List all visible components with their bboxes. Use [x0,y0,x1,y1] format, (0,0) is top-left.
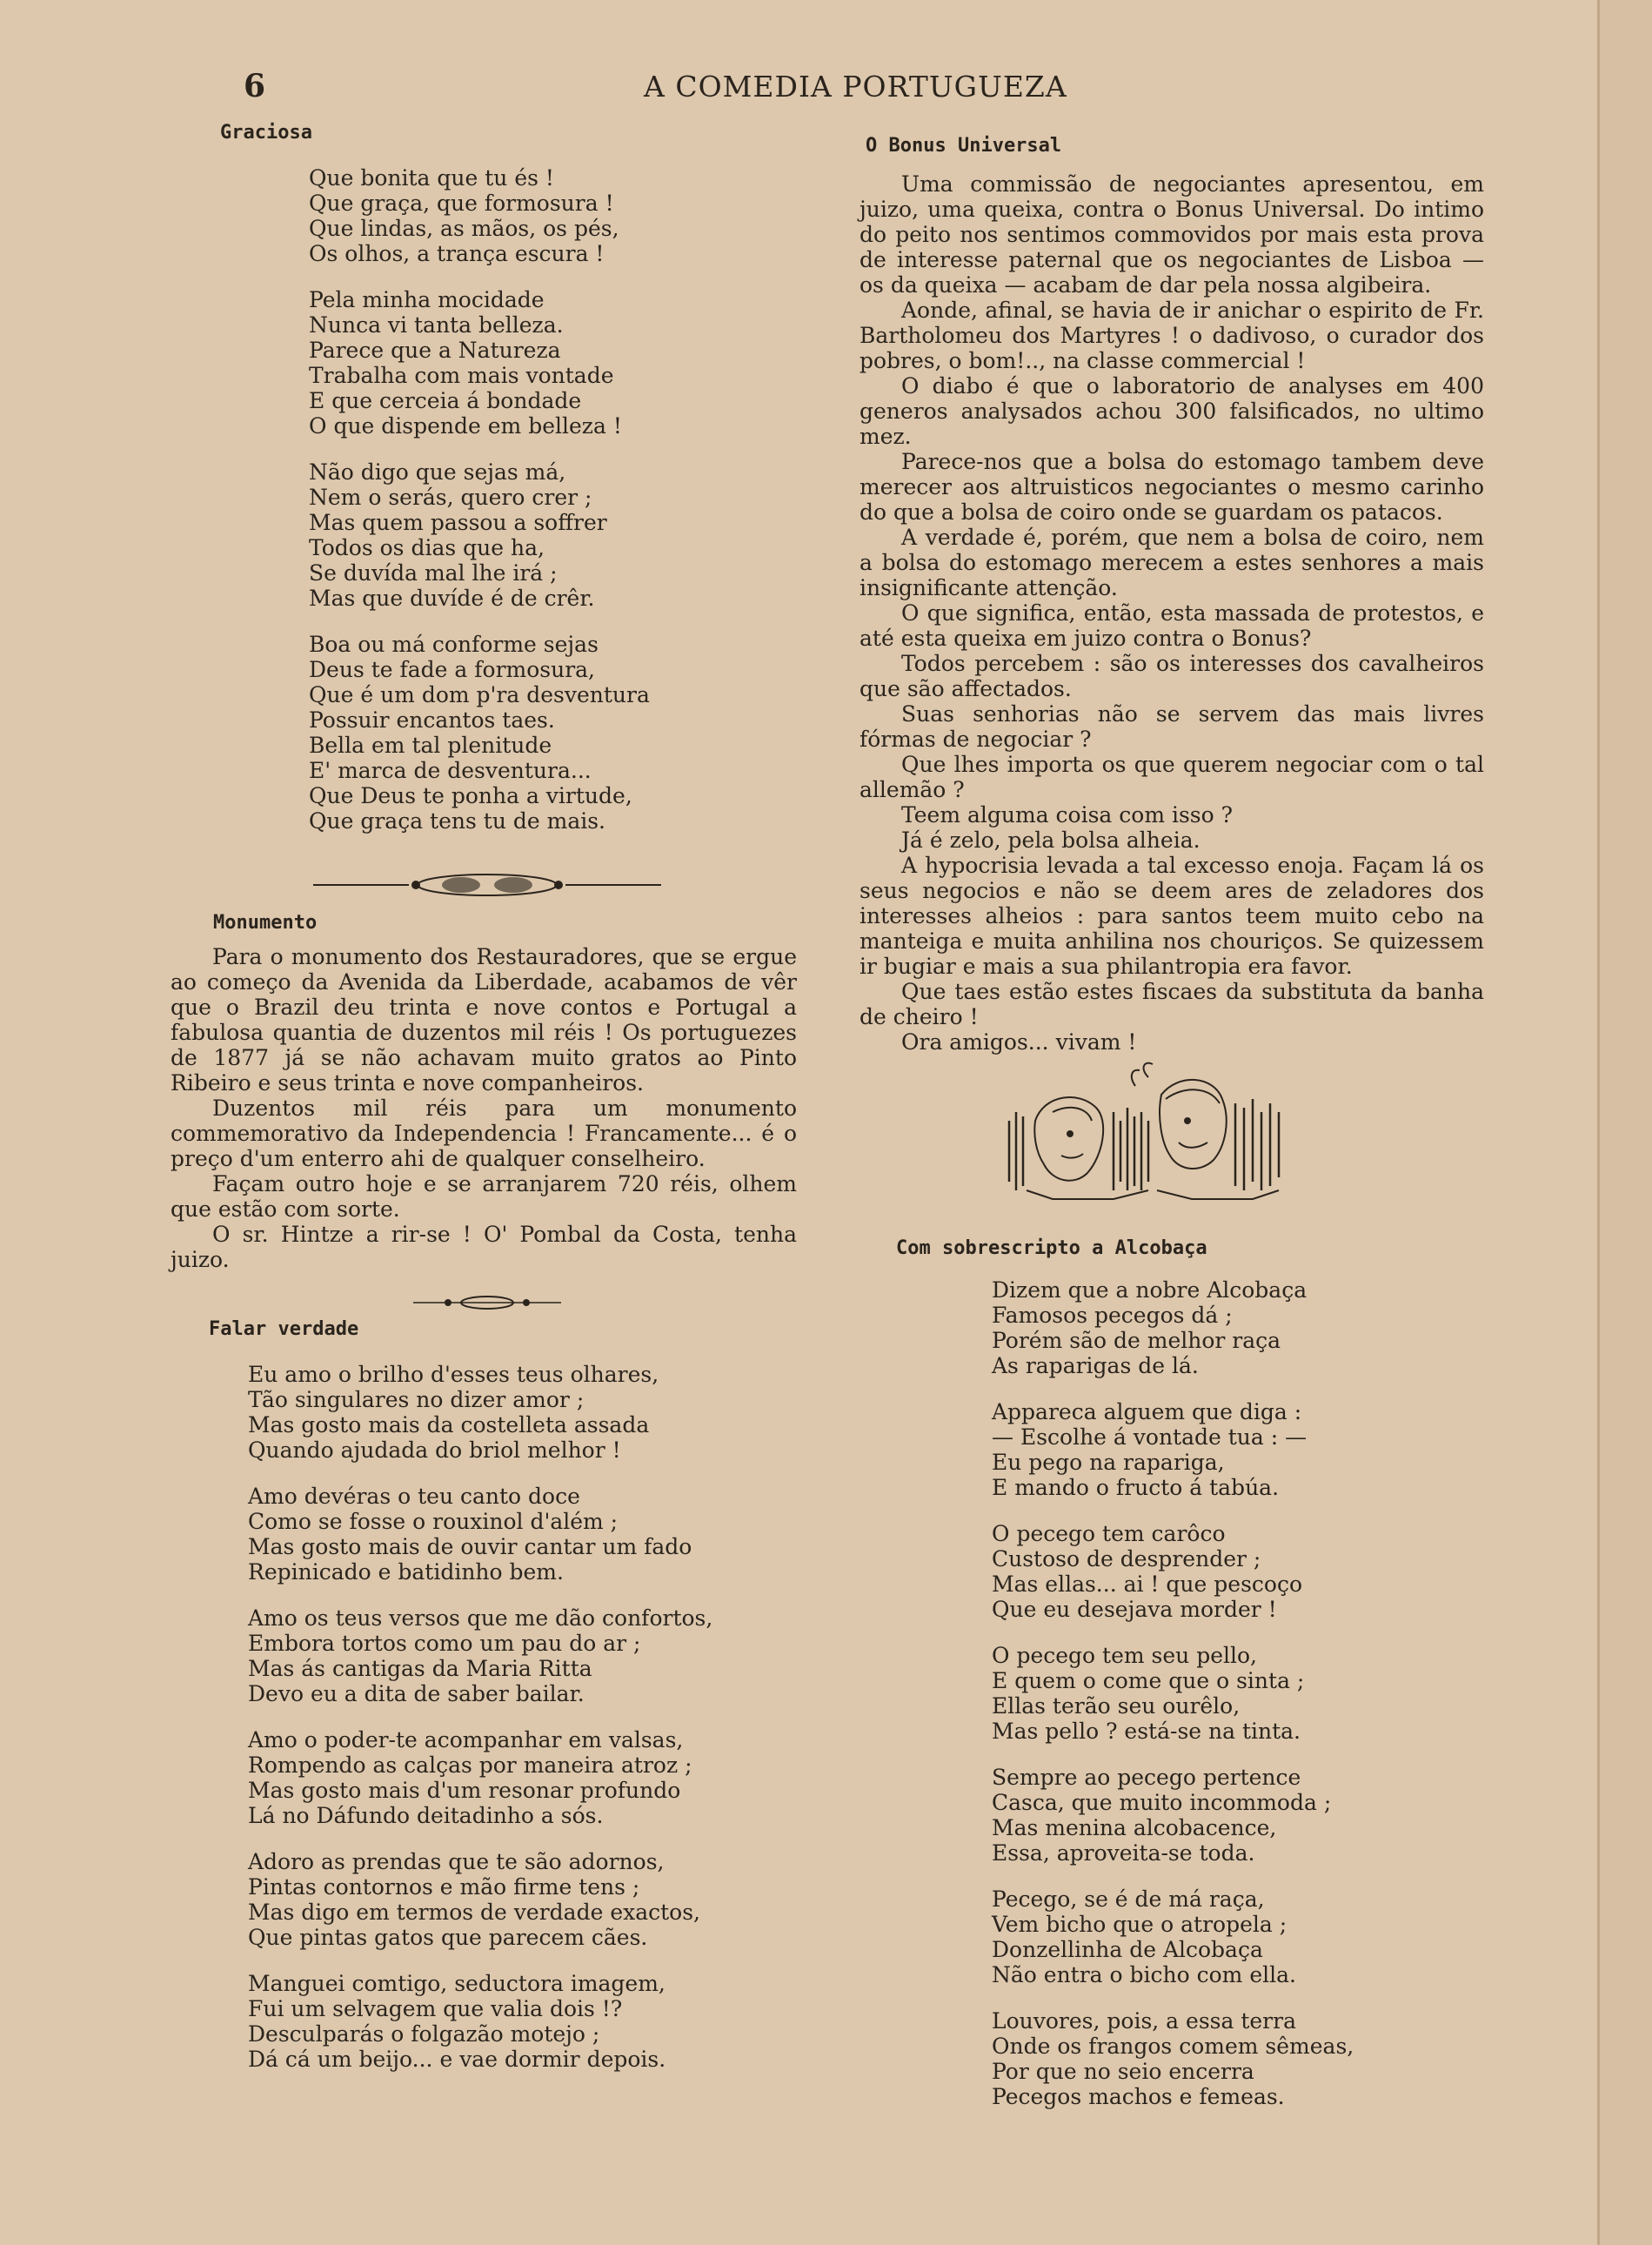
verse-line: Mas que duvíde é de crêr. [309,586,595,611]
verse-line: Mas ellas... ai ! que pescoço [992,1572,1303,1597]
verse-line: Mas menina alcobacence, [992,1815,1277,1840]
paragraph: Façam outro hoje e se arranjarem 720 réis, olhem que estão com sorte. [171,1171,797,1222]
stanza [992,2008,1354,2109]
verse-line: Rompendo as calças por maneira atroz ; [248,1752,692,1778]
verse-line: Embora tortos como um pau do ar ; [248,1631,641,1656]
verse-line: Que pintas gatos que parecem cães. [248,1925,648,1950]
verse-line: Dizem que a nobre Alcobaça [992,1277,1308,1303]
verse-line: Os olhos, a trança escura ! [309,241,605,266]
verse-line: Devo eu a dita de saber bailar. [248,1681,585,1706]
verse-line: Bella em tal plenitude [309,733,552,758]
verse-line: O que dispende em belleza ! [309,413,622,439]
stanza [309,632,650,834]
verse-line: Que eu desejava morder ! [992,1597,1277,1622]
verse-line: Eu amo o brilho d'esses teus olhares, [248,1362,659,1387]
verse-line: Por que no seio encerra [992,2059,1254,2084]
verse-line: Pela minha mocidade [309,287,545,312]
verse-line: Mas ás cantigas da Maria Ritta [248,1656,592,1681]
verse-line: Não digo que sejas má, [309,459,566,485]
verse-line: Pecego, se é de má raça, [992,1886,1265,1912]
verse-line: Nunca vi tanta belleza. [309,312,564,338]
paragraph: Duzentos mil réis para um monumento commemorativo da Independencia ! Francamente... é o preço d'um enterro ahi de qualquer conselheiro. [171,1096,797,1171]
bonus-title: O Bonus Universal [866,135,1062,157]
two-faces-sketch [1000,1060,1331,1208]
paragraph: A hypocrisia levada a tal excesso enoja. Façam lá os seus negocios e não se deem ares de zeladores dos interesses alheios : para santos teem muito cebo na manteiga e muita anhilina nos chouriços. Se quizessem ir bugiar e mais a sua philantropia era favor. [859,853,1484,979]
verse-line: Que graça tens tu de mais. [309,808,605,834]
verse-line: Eu pego na rapariga, [992,1450,1225,1475]
page-edge [1597,0,1652,2245]
verse-line: Porém são de melhor raça [992,1328,1281,1353]
paragraph: Ora amigos... vivam ! [901,1029,1137,1055]
verse-line: Nem o serás, quero crer ; [309,485,592,510]
verse-line: Que Deus te ponha a virtude, [309,783,632,808]
paragraph: A verdade é, porém, que nem a bolsa de coiro, nem a bolsa do estomago merecem a estes senhores a mais insignificante attenção. [859,525,1484,600]
stanza [309,287,650,439]
verse-line: Fui um selvagem que valia dois !? [248,1996,623,2021]
page-number: 6 [244,68,266,104]
verse-line: Tão singulares no dizer amor ; [248,1387,585,1412]
verse-line: E mando o fructo á tabúa. [992,1475,1280,1500]
verse-line: Não entra o bicho com ella. [992,1962,1296,1987]
verse-line: Se duvída mal lhe irá ; [309,560,558,586]
verse-line: Quando ajudada do briol melhor ! [248,1437,621,1463]
verse-line: Adoro as prendas que te são adornos, [248,1849,665,1874]
stanza [248,1849,712,1950]
paragraph: Aonde, afinal, se havia de ir anichar o espirito de Fr. Bartholomeu dos Martyres ! o dadivoso, o curador dos pobres, o bom!.., na classe commercial ! [859,298,1484,373]
stanza [248,1605,712,1706]
verse-line: Amo o poder-te acompanhar em valsas, [248,1727,684,1752]
verse-line: Dá cá um beijo... e vae dormir depois. [248,2047,666,2072]
alcobaca-title: Com sobrescripto a Alcobaça [896,1237,1207,1259]
verse-line: Appareca alguem que diga : [992,1399,1302,1424]
stanza [309,165,650,266]
verse-line: Donzellinha de Alcobaça [992,1937,1263,1962]
verse-line: E quem o come que o sinta ; [992,1668,1305,1693]
graciosa-title: Graciosa [220,122,312,144]
verse-line: Casca, que muito incommoda ; [992,1790,1332,1815]
paragraph: O sr. Hintze a rir-se ! O' Pombal da Costa, tenha juizo. [171,1222,797,1272]
stanza [248,1362,712,1463]
stanza [992,1765,1354,1866]
verse-line: Pintas contornos e mão firme tens ; [248,1874,640,1900]
verse-line: Amo os teus versos que me dão confortos, [248,1605,713,1631]
stanza [992,1643,1354,1744]
verse-line: Boa ou má conforme sejas [309,632,599,657]
alcobaca-poem [992,1277,1354,2130]
stanza [309,459,650,611]
verse-line: As raparigas de lá. [992,1353,1199,1378]
stanza [248,1971,712,2072]
verse-line: Mas gosto mais de ouvir cantar um fado [248,1534,692,1559]
verse-line: — Escolhe á vontade tua : — [992,1424,1308,1450]
verse-line: Pecegos machos e femeas. [992,2084,1285,2109]
verse-line: E que cerceia á bondade [309,388,582,413]
verse-line: E' marca de desventura... [309,758,592,783]
verse-line: Repinicado e batidinho bem. [248,1559,564,1585]
paragraph: Para o monumento dos Restauradores, que se ergue ao começo da Avenida da Liberdade, acabamos de vêr que o Brazil deu trinta e nove contos e Portugal a fabulosa quantia de duzentos mil réis ! Os portuguezes de 1877 já se não achavam muito gratos ao Pinto Ribeiro e seus trinta e nove companheiros. [171,944,797,1096]
verse-line: Ellas terão seu ourêlo, [992,1693,1241,1719]
verse-line: Sempre ao pecego pertence [992,1765,1301,1790]
falar-verdade-poem [248,1362,712,2093]
monumento-title: Monumento [213,912,318,934]
verse-line: Parece que a Natureza [309,338,561,363]
verse-line: Manguei comtigo, seductora imagem, [248,1971,665,1996]
paragraph: O diabo é que o laboratorio de analyses em 400 generos analysados achou 300 falsificados, no ultimo mez. [859,373,1484,449]
stanza [992,1399,1354,1500]
bonus-text [859,171,1484,1055]
verse-line: Lá no Dáfundo deitadinho a sós. [248,1803,604,1828]
stanza [248,1727,712,1828]
paragraph: Que lhes importa os que querem negociar com o tal allemão ? [859,752,1484,802]
paragraph: Uma commissão de negociantes apresentou, em juizo, uma queixa, contra o Bonus Universal. Do intimo do peito nos sentimos commovidos por mais esta prova de interesse paternal que os negociantes de Lisboa — os da queixa — acabam de dar pela nossa algibeira. [859,171,1484,298]
falar-verdade-title: Falar verdade [209,1318,359,1340]
verse-line: Amo devéras o teu canto doce [248,1484,580,1509]
paragraph: Já é zelo, pela bolsa alheia. [901,828,1201,853]
verse-line: Onde os frangos comem sêmeas, [992,2034,1354,2059]
verse-line: Mas gosto mais d'um resonar profundo [248,1778,681,1803]
verse-line: Trabalha com mais vontade [309,363,614,388]
verse-line: Desculparás o folgazão motejo ; [248,2021,600,2047]
verse-line: Mas gosto mais da costelleta assada [248,1412,650,1437]
verse-line: Todos os dias que ha, [309,535,545,560]
stanza [992,1886,1354,1987]
verse-line: Vem bicho que o atropela ; [992,1912,1287,1937]
paragraph: Suas senhorias não se servem das mais livres fórmas de negociar ? [859,701,1484,752]
paragraph: Que taes estão estes fiscaes da substituta da banha de cheiro ! [859,979,1484,1029]
verse-line: Que bonita que tu és ! [309,165,554,191]
verse-line: O pecego tem carôco [992,1521,1226,1546]
verse-line: Mas pello ? está-se na tinta. [992,1719,1301,1744]
verse-line: O pecego tem seu pello, [992,1643,1257,1668]
verse-line: Famosos pecegos dá ; [992,1303,1233,1328]
paragraph: O que significa, então, esta massada de protestos, e até esta queixa em juizo contra o Bonus? [859,600,1484,651]
verse-line: Mas digo em termos de verdade exactos, [248,1900,700,1925]
verse-line: Que graça, que formosura ! [309,191,614,216]
paragraph: Teem alguma coisa com isso ? [901,802,1234,828]
verse-line: Que é um dom p'ra desventura [309,682,650,707]
verse-line: Custoso de desprender ; [992,1546,1261,1572]
verse-line: Como se fosse o rouxinol d'além ; [248,1509,619,1534]
stanza [992,1521,1354,1622]
graciosa-poem [309,165,650,854]
stanza [992,1277,1354,1378]
verse-line: Louvores, pois, a essa terra [992,2008,1296,2034]
monumento-text [171,944,797,1272]
paragraph: Todos percebem : são os interesses dos cavalheiros que são affectados. [859,651,1484,701]
ornament-divider [313,870,661,900]
verse-line: Possuir encantos taes. [309,707,555,733]
paragraph: Parece-nos que a bolsa do estomago tambem deve merecer aos altruisticos negociantes o mesmo carinho do que a bolsa de coiro onde se guardam os patacos. [859,449,1484,525]
verse-line: Essa, aproveita-se toda. [992,1840,1255,1866]
verse-line: Deus te fade a formosura, [309,657,596,682]
verse-line: Mas quem passou a soffrer [309,510,607,535]
page-title: A COMEDIA PORTUGUEZA [644,70,1067,104]
stanza [248,1484,712,1585]
verse-line: Que lindas, as mãos, os pés, [309,216,619,241]
small-ornament-divider [413,1294,561,1311]
